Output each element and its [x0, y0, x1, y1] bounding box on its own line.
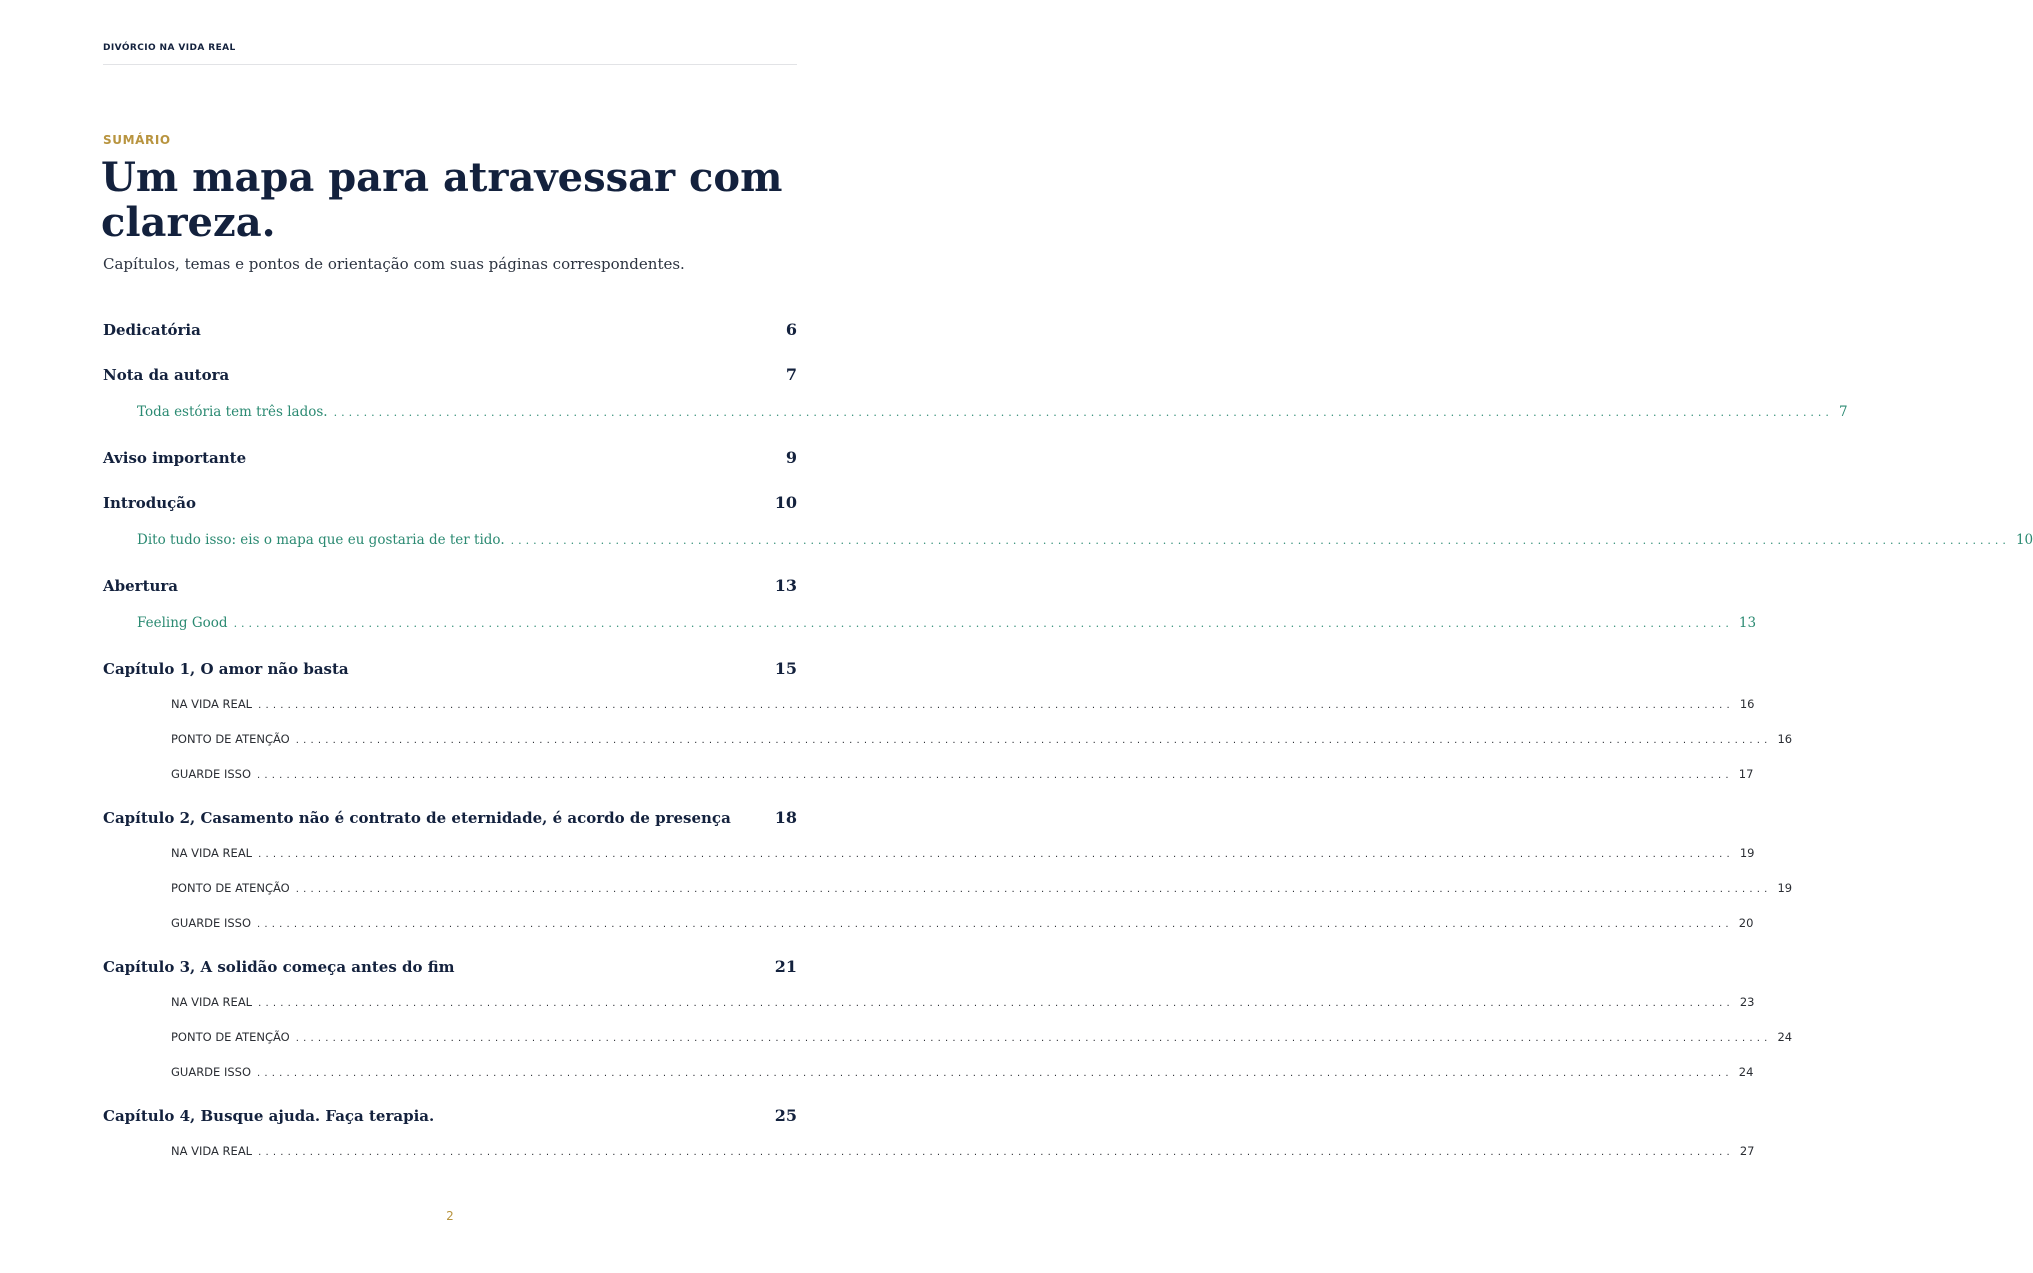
toc-entry[interactable]: [103, 808, 797, 827]
toc-entry[interactable]: [103, 957, 797, 976]
toc-section-marker[interactable]: [171, 846, 1755, 860]
toc-page-number: 7: [785, 365, 797, 384]
toc-label: Aviso importante: [103, 449, 247, 467]
toc-page-number: 24: [1738, 1065, 1754, 1079]
toc-page-number: 19: [1777, 881, 1793, 895]
leader-dots: ........................................................................................................................................................................................................: [257, 919, 1733, 930]
page-subtitle: Capítulos, temas e pontos de orientação com suas páginas correspondentes.: [103, 255, 685, 273]
toc-section-marker[interactable]: [171, 697, 1755, 711]
toc-label: Capítulo 2, Casamento não é contrato de eternidade, é acordo de presença: [103, 809, 731, 827]
toc-page-number: 19: [1739, 846, 1755, 860]
toc-label: NA VIDA REAL: [171, 697, 253, 711]
toc-label: PONTO DE ATENÇÃO: [171, 732, 290, 746]
toc-label: Introdução: [103, 494, 197, 512]
toc-entry[interactable]: [103, 365, 797, 384]
toc-label: Abertura: [103, 577, 179, 595]
leader-dots: ........................................................................................................................................................................................................: [257, 1068, 1733, 1079]
toc-label: Feeling Good: [137, 615, 228, 631]
toc-entry[interactable]: [103, 659, 797, 678]
toc-page-number: 10: [2015, 532, 2033, 548]
toc-page-number: 9: [785, 448, 797, 467]
toc-label: PONTO DE ATENÇÃO: [171, 1030, 290, 1044]
leader-dots: ........................................................................................................................................................................................................: [333, 406, 1833, 419]
toc-section-marker[interactable]: [171, 1144, 1755, 1158]
header-divider: [103, 64, 797, 65]
section-eyebrow: SUMÁRIO: [103, 133, 171, 147]
leader-dots: ........................................................................................................................................................................................................: [510, 534, 2010, 547]
toc-page-number: 23: [1739, 995, 1755, 1009]
toc-page-number: 7: [1838, 404, 1848, 420]
toc-section-marker[interactable]: [171, 995, 1755, 1009]
toc-label: NA VIDA REAL: [171, 846, 253, 860]
toc-label: Nota da autora: [103, 366, 230, 384]
leader-dots: ........................................................................................................................................................................................................: [258, 1147, 1734, 1158]
toc-section-marker[interactable]: [171, 881, 1793, 895]
toc-page-number: 20: [1738, 916, 1754, 930]
toc-subentry[interactable]: [137, 532, 2033, 548]
toc-label: Toda estória tem três lados.: [137, 404, 328, 420]
toc-section-marker[interactable]: [171, 1030, 1793, 1044]
leader-dots: ........................................................................................................................................................................................................: [258, 849, 1734, 860]
toc-label: NA VIDA REAL: [171, 1144, 253, 1158]
page-number: 2: [446, 1209, 454, 1223]
toc-page-number: 16: [1739, 697, 1755, 711]
toc-page-number: 25: [774, 1106, 797, 1125]
toc-subentry[interactable]: [137, 404, 1848, 420]
toc-label: GUARDE ISSO: [171, 767, 252, 781]
toc-page-number: 15: [774, 659, 797, 678]
toc-page-number: 18: [774, 808, 797, 827]
toc-label: NA VIDA REAL: [171, 995, 253, 1009]
page-title: Um mapa para atravessar com clareza.: [101, 154, 783, 246]
toc-page-number: 6: [785, 320, 797, 339]
toc-page-number: 27: [1739, 1144, 1755, 1158]
leader-dots: ........................................................................................................................................................................................................: [233, 617, 1733, 630]
leader-dots: ........................................................................................................................................................................................................: [257, 770, 1733, 781]
toc-page-number: 24: [1777, 1030, 1793, 1044]
leader-dots: ........................................................................................................................................................................................................: [258, 700, 1734, 711]
leader-dots: ........................................................................................................................................................................................................: [295, 884, 1772, 895]
toc-subentry[interactable]: [137, 615, 1757, 631]
toc-entry[interactable]: [103, 320, 797, 339]
toc-label: Capítulo 4, Busque ajuda. Faça terapia.: [103, 1107, 435, 1125]
leader-dots: ........................................................................................................................................................................................................: [295, 735, 1772, 746]
toc-entry[interactable]: [103, 1106, 797, 1125]
toc-label: Dito tudo isso: eis o mapa que eu gostaria de ter tido.: [137, 532, 505, 548]
leader-dots: ........................................................................................................................................................................................................: [295, 1033, 1772, 1044]
toc-label: PONTO DE ATENÇÃO: [171, 881, 290, 895]
toc-page-number: 21: [774, 957, 797, 976]
running-header: DIVÓRCIO NA VIDA REAL: [103, 43, 236, 53]
toc-page-number: 16: [1777, 732, 1793, 746]
toc-label: GUARDE ISSO: [171, 916, 252, 930]
toc-label: Dedicatória: [103, 321, 201, 339]
toc-label: GUARDE ISSO: [171, 1065, 252, 1079]
toc-section-marker[interactable]: [171, 916, 1754, 930]
toc-entry[interactable]: [103, 576, 797, 595]
toc-page-number: 10: [774, 493, 797, 512]
toc-entry[interactable]: [103, 493, 797, 512]
leader-dots: ........................................................................................................................................................................................................: [258, 998, 1734, 1009]
toc-entry[interactable]: [103, 448, 797, 467]
toc-page-number: 17: [1738, 767, 1754, 781]
toc-section-marker[interactable]: [171, 1065, 1754, 1079]
toc-section-marker[interactable]: [171, 767, 1754, 781]
toc-label: Capítulo 1, O amor não basta: [103, 660, 349, 678]
toc-page-number: 13: [774, 576, 797, 595]
toc-label: Capítulo 3, A solidão começa antes do fim: [103, 958, 455, 976]
toc-page-number: 13: [1738, 615, 1757, 631]
toc-section-marker[interactable]: [171, 732, 1793, 746]
